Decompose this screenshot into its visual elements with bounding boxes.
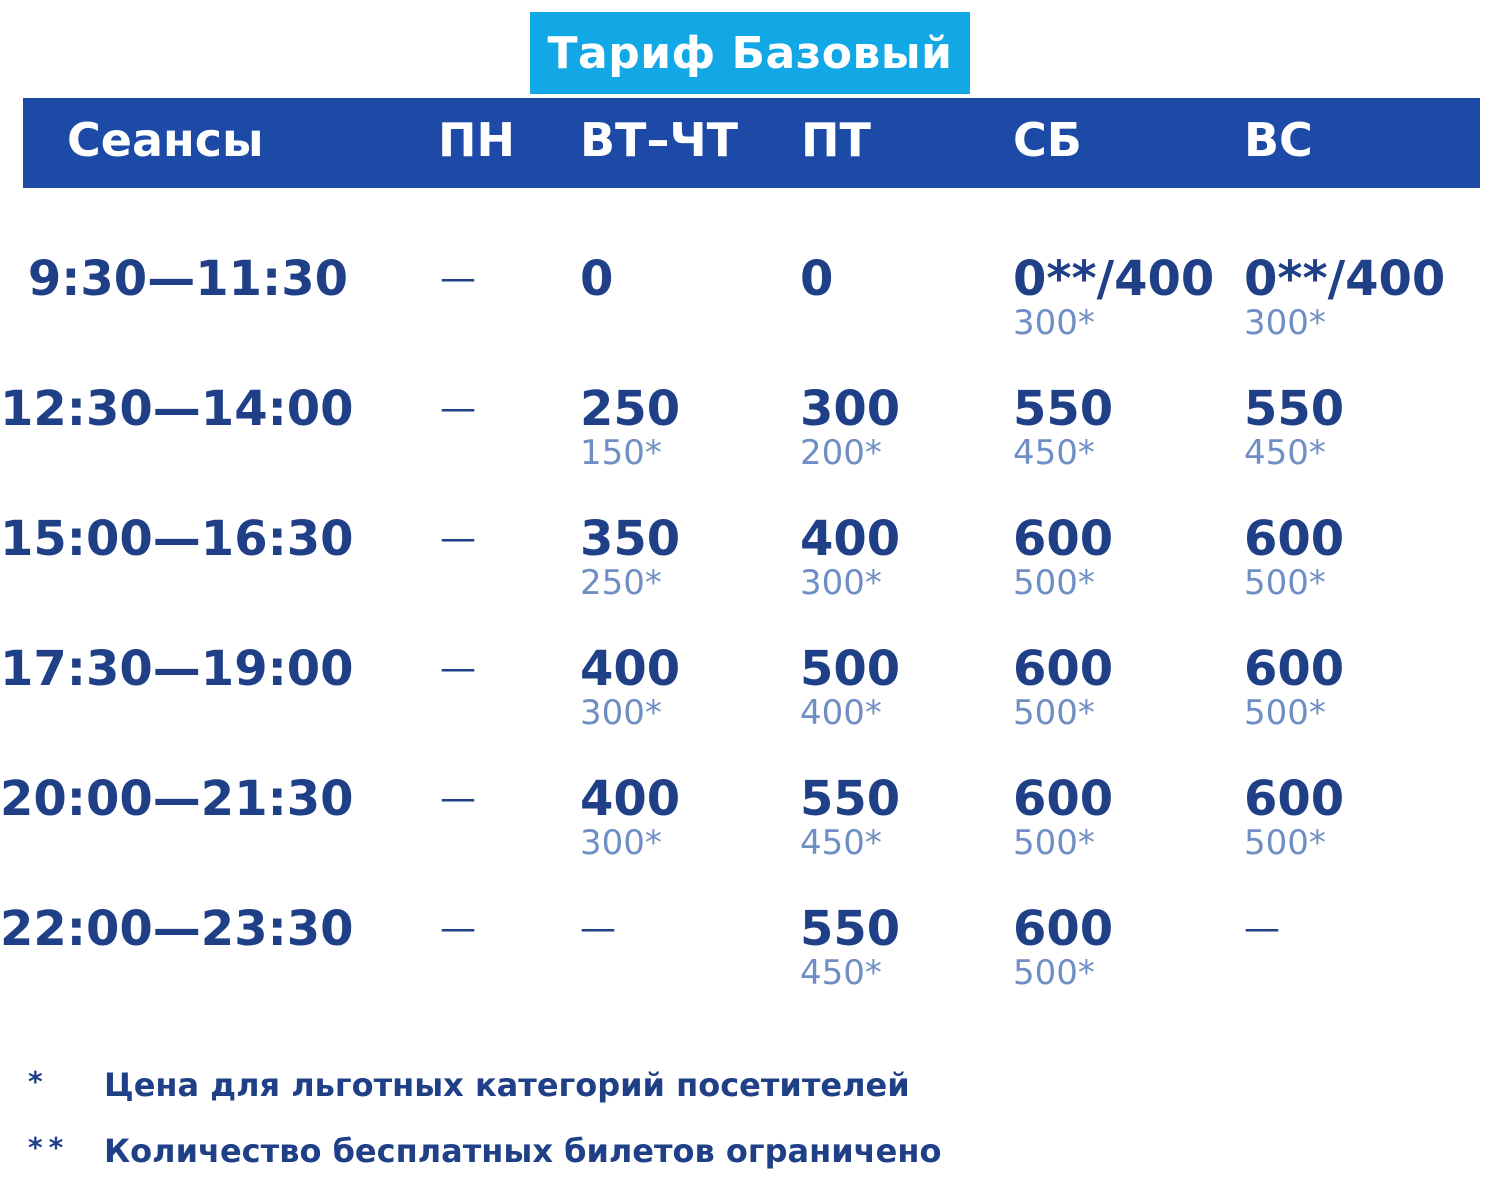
price-cell [800,250,833,308]
price-main: 600 [1244,641,1345,697]
session-time: 22:00—23:30 [0,901,354,957]
footnotes [0,1062,1501,1194]
price-cell [580,250,613,308]
price-cell [800,640,900,732]
price-main: 0**/400 [1244,251,1446,307]
header-fri: ПТ [801,113,871,167]
price-main: 400 [580,641,681,697]
price-main: 400 [800,511,901,567]
price-cell [440,380,476,438]
price-main: 600 [1013,901,1114,957]
no-session-dash: — [580,908,616,949]
table-row [0,250,1501,380]
price-cell [1244,640,1344,732]
price-cell [800,770,900,862]
price-main: 400 [580,771,681,827]
price-discount: 200* [800,433,882,473]
price-discount: 450* [800,953,882,993]
price-discount: 400* [800,693,882,733]
tariff-title: Тариф Базовый [547,27,953,79]
price-discount: 500* [1244,823,1326,863]
price-discount: 450* [1244,433,1326,473]
price-main: 0**/400 [1013,251,1215,307]
price-cell [1013,900,1113,992]
no-session-dash: — [440,388,476,429]
price-discount: 500* [1244,563,1326,603]
price-cell [580,380,680,472]
price-main: 600 [1013,511,1114,567]
no-session-dash: — [440,258,476,299]
no-session-dash: — [440,648,476,689]
price-cell [440,250,476,308]
footnote-free-tickets [0,1128,1501,1194]
price-cell [440,510,476,568]
session-time: 9:30—11:30 [27,251,348,307]
footnote-mark: ** [28,1131,70,1164]
price-discount: 500* [1013,823,1095,863]
table-row [0,900,1501,1030]
price-main: 550 [800,771,901,827]
price-discount: 300* [580,823,662,863]
price-cell [440,900,476,958]
price-discount: 150* [580,433,662,473]
header-sat: СБ [1013,113,1082,167]
price-main: 300 [800,381,901,437]
price-cell [440,640,476,698]
price-cell [800,380,900,472]
price-discount: 500* [1013,693,1095,733]
footnote-mark: * [28,1065,49,1098]
table-row [0,770,1501,900]
price-cell [800,900,900,992]
price-cell [1013,380,1113,472]
table-row [0,380,1501,510]
price-discount: 300* [800,563,882,603]
price-main: 600 [1013,771,1114,827]
header-tue-thu: ВТ–ЧТ [580,113,738,167]
price-cell [440,770,476,828]
price-cell [1244,770,1344,862]
price-cell [1244,250,1445,342]
price-cell [800,510,900,602]
price-discount: 500* [1013,563,1095,603]
session-time: 20:00—21:30 [0,771,354,827]
price-main: 0 [800,251,834,307]
price-main: 250 [580,381,681,437]
session-time: 12:30—14:00 [0,381,354,437]
no-session-dash: — [1244,908,1280,949]
price-discount: 250* [580,563,662,603]
price-cell [580,640,680,732]
price-main: 600 [1013,641,1114,697]
price-discount: 500* [1013,953,1095,993]
price-discount: 450* [1013,433,1095,473]
no-session-dash: — [440,908,476,949]
header-mon: ПН [438,113,515,167]
price-discount: 300* [1013,303,1095,343]
price-main: 600 [1244,511,1345,567]
price-cell [1244,380,1344,472]
price-discount: 300* [580,693,662,733]
table-row [0,640,1501,770]
header-sessions: Сеансы [67,113,264,167]
price-cell [1013,770,1113,862]
price-main: 0 [580,251,614,307]
price-cell [1013,640,1113,732]
price-main: 350 [580,511,681,567]
price-cell [580,900,616,958]
price-cell [580,770,680,862]
price-cell [1244,900,1280,958]
price-discount: 450* [800,823,882,863]
price-cell [1013,250,1214,342]
price-main: 550 [1244,381,1345,437]
no-session-dash: — [440,518,476,559]
header-sun: ВС [1244,113,1313,167]
table-header [23,98,1480,188]
tariff-title-badge [530,12,970,94]
price-cell [1013,510,1113,602]
price-discount: 500* [1244,693,1326,733]
price-table-body [0,250,1501,1030]
price-cell [1244,510,1344,602]
footnote-text: Цена для льготных категорий посетителей [104,1066,910,1104]
price-main: 550 [1013,381,1114,437]
price-main: 500 [800,641,901,697]
no-session-dash: — [440,778,476,819]
session-time: 15:00—16:30 [0,511,354,567]
price-discount: 300* [1244,303,1326,343]
price-cell [580,510,680,602]
footnote-discount [0,1062,1501,1128]
price-main: 550 [800,901,901,957]
table-row [0,510,1501,640]
footnote-text: Количество бесплатных билетов ограничено [104,1132,942,1170]
session-time: 17:30—19:00 [0,641,354,697]
price-main: 600 [1244,771,1345,827]
